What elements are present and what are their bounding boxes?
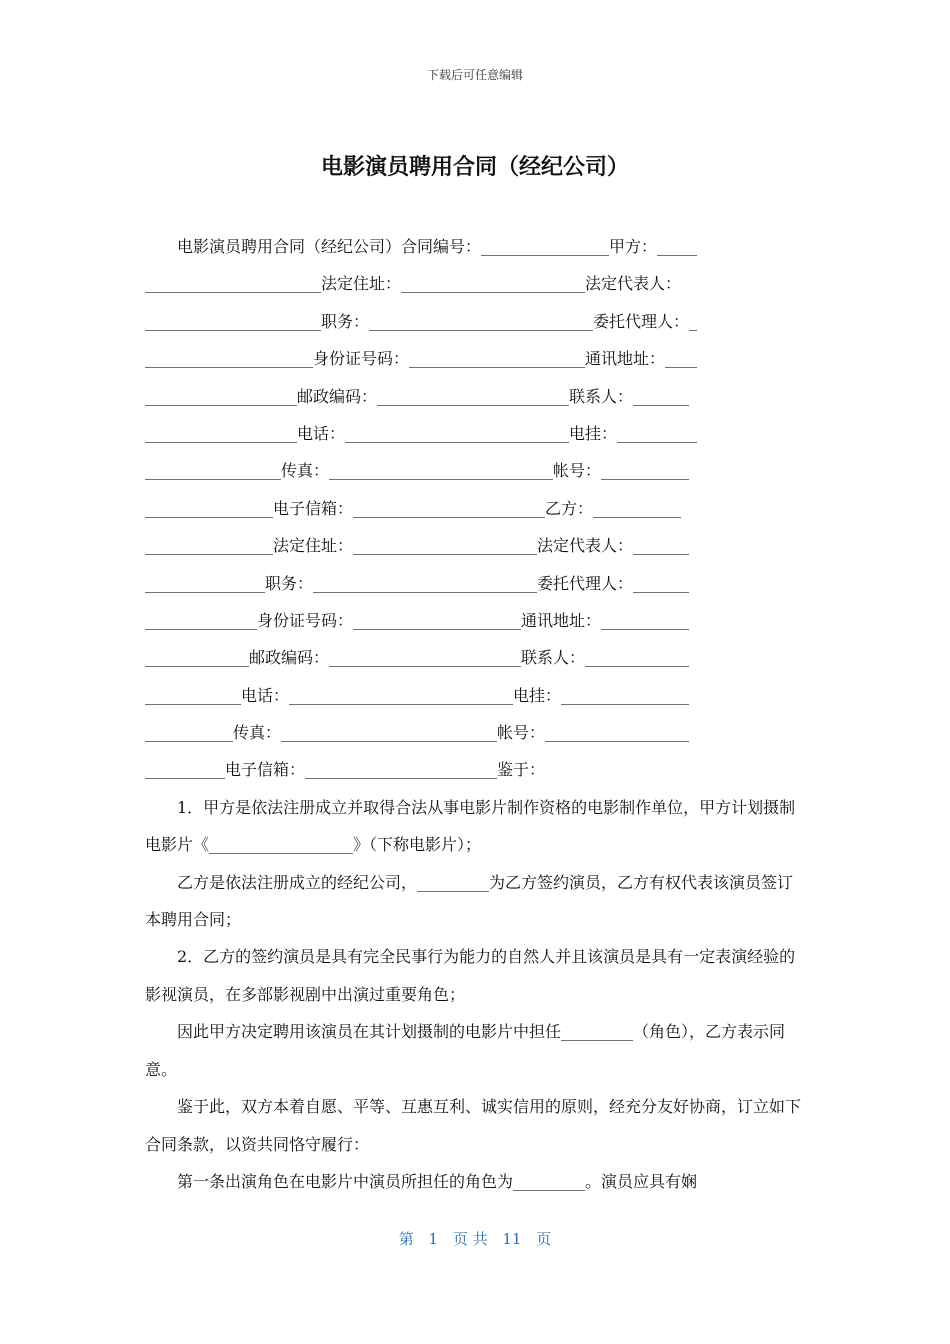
form-line — [145, 751, 805, 788]
form-line-text: ___________________电话：____________________________电挂：__________ — [145, 423, 698, 443]
form-line-text: 电影演员聘用合同（经纪公司）合同编号：________________甲方：_____ — [145, 237, 698, 256]
form-line-text: ______________________法定住址：_______________________法定代表人： — [145, 274, 682, 294]
footer-total-pages: 11 — [502, 1230, 522, 1248]
footer-label-page: 第 — [398, 1230, 414, 1248]
form-line — [145, 340, 805, 377]
page-header: 下载后可任意编辑 — [426, 68, 523, 82]
form-line-text: ____________电话：____________________________电挂：________________ — [145, 685, 690, 705]
form-line-text: ___________传真：___________________________帐号：__________________ — [145, 723, 690, 743]
form-line-text: ______________________职务：____________________________委托代理人：_ — [145, 311, 698, 331]
form-line-text: __________电子信箱：________________________鉴于： — [145, 760, 546, 780]
form-line — [145, 714, 805, 751]
recital-paragraph: 2．乙方的签约演员是具有完全民事行为能力的自然人并且该演员是具有一定表演经验的影视演员，在多部影视剧中出演过重要角色； — [145, 947, 796, 1004]
clause-paragraph: 第一条出演角色在电影片中演员所担任的角色为_________。演员应具有娴 — [177, 1171, 698, 1191]
footer-label-pages: 页 — [536, 1230, 552, 1248]
form-line — [145, 228, 805, 265]
form-line — [145, 303, 805, 340]
form-line-text: ______________身份证号码：_____________________通讯地址：___________ — [145, 610, 690, 630]
form-line-text: _____________邮政编码：________________________联系人：_____________ — [145, 648, 690, 668]
recital-paragraph: 因此甲方决定聘用该演员在其计划摄制的电影片中担任_________（角色），乙方表示同意。 — [145, 1022, 786, 1079]
footer-label-of: 页 共 — [452, 1230, 488, 1248]
form-line — [145, 565, 805, 602]
recital-paragraph: 乙方是依法注册成立的经纪公司，_________为乙方签约演员，乙方有权代表该演员签订本聘用合同； — [145, 872, 794, 930]
form-line — [145, 639, 805, 676]
footer-page-number: 1 — [428, 1230, 439, 1248]
form-line — [145, 602, 805, 639]
form-line — [145, 415, 805, 452]
form-line-text: _______________职务：____________________________委托代理人：_______ — [145, 573, 690, 593]
contract-form — [145, 228, 805, 789]
form-line-text: ___________________邮政编码：________________________联系人：_______ — [145, 386, 690, 406]
form-line — [145, 677, 805, 714]
form-line — [145, 527, 805, 564]
form-line-text: ________________电子信箱：________________________乙方：___________ — [145, 498, 682, 518]
form-line — [145, 378, 805, 415]
form-line-text: _________________传真：____________________________帐号：___________ — [145, 461, 690, 481]
recital-paragraph: 1．甲方是依法注册成立并取得合法从事电影片制作资格的电影制作单位，甲方计划摄制电影片《__________________》（下称电影片）； — [145, 797, 796, 855]
document-title: 电影演员聘用合同（经纪公司） — [320, 155, 629, 180]
form-line-text: _____________________身份证号码：______________________通讯地址：____ — [145, 349, 698, 369]
document-body — [145, 228, 805, 1200]
form-line — [145, 265, 805, 302]
form-line-text: ________________法定住址：_______________________法定代表人：_______ — [145, 536, 690, 556]
form-line — [145, 490, 805, 527]
recital-paragraph: 鉴于此，双方本着自愿、平等、互惠互利、诚实信用的原则，经充分友好协商，订立如下合同条款，以资共同恪守履行： — [145, 1097, 802, 1154]
form-line — [145, 452, 805, 489]
page-footer — [0, 1228, 950, 1249]
